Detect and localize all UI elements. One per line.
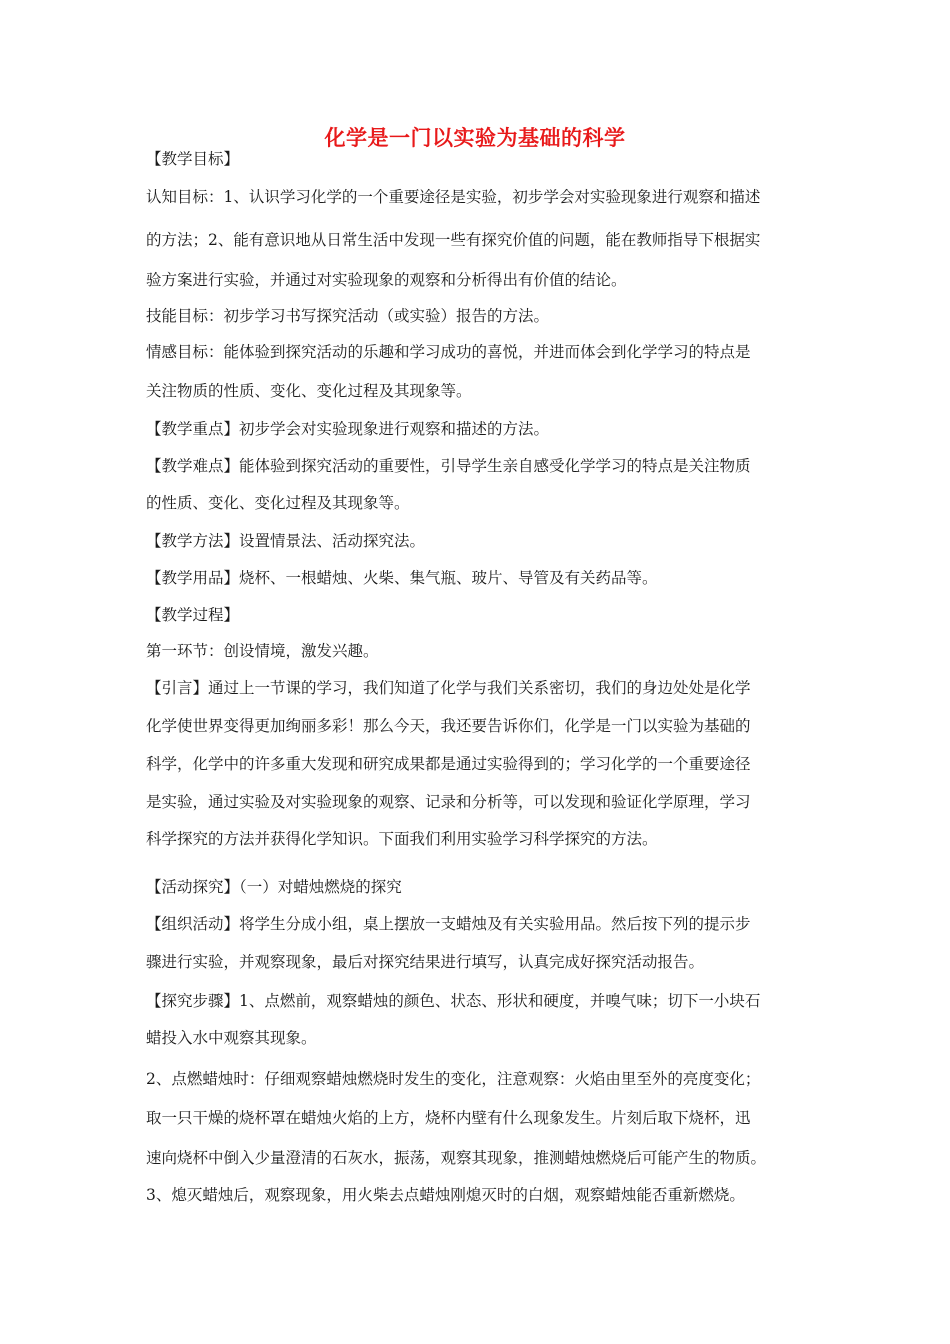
text-line: 【组织活动】将学生分成小组，桌上摆放一支蜡烛及有关实验用品。然后按下列的提示步 [146,915,751,933]
text-line: 【教学用品】烧杯、一根蜡烛、火柴、集气瓶、玻片、导管及有关药品等。 [146,569,658,587]
text-line: 技能目标：初步学习书写探究活动（或实验）报告的方法。 [146,307,550,325]
text-line: 速向烧杯中倒入少量澄清的石灰水，振荡，观察其现象，推测蜡烛燃烧后可能产生的物质。 [146,1149,767,1167]
text-line: 关注物质的性质、变化、变化过程及其现象等。 [146,382,472,400]
text-line: 蜡投入水中观察其现象。 [146,1029,317,1047]
text-line: 验方案进行实验，并通过对实验现象的观察和分析得出有价值的结论。 [146,271,627,289]
text-line: 【教学方法】设置情景法、活动探究法。 [146,532,426,550]
text-line: 【教学难点】能体验到探究活动的重要性，引导学生亲自感受化学学习的特点是关注物质 [146,457,751,475]
text-line: 【引言】通过上一节课的学习，我们知道了化学与我们关系密切，我们的身边处处是化学 [146,679,751,697]
text-line: 骤进行实验，并观察现象，最后对探究结果进行填写，认真完成好探究活动报告。 [146,953,705,971]
text-line: 【教学重点】初步学会对实验现象进行观察和描述的方法。 [146,420,550,438]
text-line: 科学，化学中的许多重大发现和研究成果都是通过实验得到的；学习化学的一个重要途径 [146,755,751,773]
document-title: 化学是一门以实验为基础的科学 [324,126,626,150]
text-line: 取一只干燥的烧杯罩在蜡烛火焰的上方，烧杯内壁有什么现象发生。片刻后取下烧杯，迅 [146,1109,751,1127]
text-line: 3、熄灭蜡烛后，观察现象，用火柴去点蜡烛刚熄灭时的白烟，观察蜡烛能否重新燃烧。 [146,1186,745,1204]
text-line: 是实验，通过实验及对实验现象的观察、记录和分析等，可以发现和验证化学原理，学习 [146,793,751,811]
text-line: 情感目标：能体验到探究活动的乐趣和学习成功的喜悦，并进而体会到化学学习的特点是 [146,343,751,361]
text-line: 【探究步骤】1、点燃前，观察蜡烛的颜色、状态、形状和硬度，并嗅气味；切下一小块石 [146,992,761,1010]
text-line: 【活动探究】（一）对蜡烛燃烧的探究 [146,878,402,896]
text-line: 的性质、变化、变化过程及其现象等。 [146,494,410,512]
text-line: 化学使世界变得更加绚丽多彩！那么今天，我还要告诉你们，化学是一门以实验为基础的 [146,717,751,735]
text-line: 科学探究的方法并获得化学知识。下面我们利用实验学习科学探究的方法。 [146,830,658,848]
text-line: 【教学过程】 [146,606,240,624]
text-line: 【教学目标】 [146,150,240,168]
text-line: 2、点燃蜡烛时：仔细观察蜡烛燃烧时发生的变化，注意观察：火焰由里至外的亮度变化； [146,1070,761,1088]
text-line: 的方法；2、能有意识地从日常生活中发现一些有探究价值的问题，能在教师指导下根据实 [146,231,761,249]
text-line: 认知目标：1、认识学习化学的一个重要途径是实验，初步学会对实验现象进行观察和描述 [146,188,761,206]
text-line: 第一环节：创设情境，激发兴趣。 [146,642,379,660]
